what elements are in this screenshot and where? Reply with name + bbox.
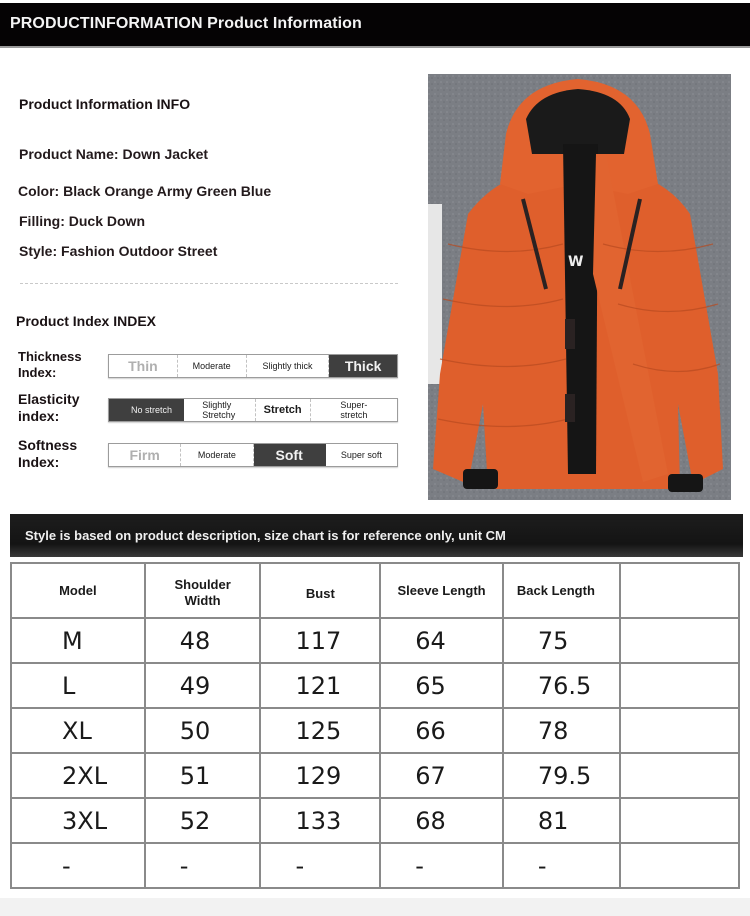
scale-option-no-stretch-selected: No stretch bbox=[109, 399, 184, 421]
cell-back: 75 bbox=[503, 618, 620, 663]
cell-empty bbox=[620, 798, 739, 843]
cell-empty bbox=[620, 618, 739, 663]
scale-option-super-stretch: Super-stretch bbox=[340, 400, 368, 420]
dashed-divider bbox=[20, 283, 398, 284]
scale-option-firm: Firm bbox=[109, 444, 181, 466]
cell-empty bbox=[620, 663, 739, 708]
size-chart-table bbox=[10, 562, 740, 889]
cell-shoulder: 50 bbox=[145, 708, 261, 753]
table-row bbox=[11, 663, 739, 708]
cell-sleeve: 64 bbox=[380, 618, 503, 663]
footer-band bbox=[0, 898, 750, 916]
table-header-row bbox=[11, 563, 739, 618]
cell-model: XL bbox=[11, 708, 145, 753]
cell-model: L bbox=[11, 663, 145, 708]
scale-option-moderate: Moderate bbox=[181, 444, 253, 466]
table-row bbox=[11, 753, 739, 798]
size-chart-banner bbox=[10, 514, 743, 557]
scale-option-slightly-thick: Slightly thick bbox=[247, 355, 330, 377]
cell-sleeve: 65 bbox=[380, 663, 503, 708]
cell-empty bbox=[620, 843, 739, 888]
cell-bust: 133 bbox=[260, 798, 380, 843]
banner-title: PRODUCTINFORMATION Product Information bbox=[10, 15, 362, 32]
cell-shoulder: 51 bbox=[145, 753, 261, 798]
table-row bbox=[11, 618, 739, 663]
cell-back: 79.5 bbox=[503, 753, 620, 798]
scale-option-soft-selected: Soft bbox=[254, 444, 326, 466]
scale-option-thick-selected: Thick bbox=[329, 355, 397, 377]
cell-back: 76.5 bbox=[503, 663, 620, 708]
softness-index-row bbox=[18, 437, 403, 473]
cell-sleeve: - bbox=[380, 843, 503, 888]
cell-bust: 125 bbox=[260, 708, 380, 753]
cell-shoulder: - bbox=[145, 843, 261, 888]
product-color: Color: Black Orange Army Green Blue bbox=[18, 183, 272, 199]
cell-back: - bbox=[503, 843, 620, 888]
cell-model: 2XL bbox=[11, 753, 145, 798]
cell-sleeve: 66 bbox=[380, 708, 503, 753]
cell-bust: 117 bbox=[260, 618, 380, 663]
info-heading: Product Information INFO bbox=[19, 96, 191, 112]
size-chart-note: Style is based on product description, size chart is for reference only, unit CM bbox=[25, 528, 506, 543]
softness-label: Softness Index: bbox=[18, 437, 78, 470]
table-row bbox=[11, 798, 739, 843]
elasticity-scale bbox=[108, 398, 398, 422]
header-bust: Bust bbox=[260, 563, 380, 618]
cell-shoulder: 48 bbox=[145, 618, 261, 663]
svg-text:W: W bbox=[568, 254, 584, 270]
header-sleeve-length: Sleeve Length bbox=[380, 563, 503, 618]
thickness-label: Thickness Index: bbox=[18, 349, 82, 380]
header-shoulder-width: Shoulder Width bbox=[145, 563, 261, 618]
cell-shoulder: 52 bbox=[145, 798, 261, 843]
cell-sleeve: 68 bbox=[380, 798, 503, 843]
softness-scale bbox=[108, 443, 398, 467]
cell-bust: 121 bbox=[260, 663, 380, 708]
cell-shoulder: 49 bbox=[145, 663, 261, 708]
elasticity-index-row bbox=[18, 391, 403, 427]
elasticity-label: Elasticity index: bbox=[18, 391, 80, 424]
cell-bust: 129 bbox=[260, 753, 380, 798]
scale-option-thin: Thin bbox=[109, 355, 178, 377]
thickness-index-row bbox=[18, 349, 403, 385]
product-style: Style: Fashion Outdoor Street bbox=[19, 243, 218, 259]
cell-empty bbox=[620, 708, 739, 753]
cell-empty bbox=[620, 753, 739, 798]
scale-option-super-soft: Super soft bbox=[340, 450, 382, 460]
product-photo bbox=[428, 74, 731, 500]
scale-option-moderate: Moderate bbox=[178, 355, 247, 377]
cell-model: 3XL bbox=[11, 798, 145, 843]
top-banner bbox=[0, 3, 750, 48]
scale-option-stretch: Stretch bbox=[256, 399, 311, 421]
header-model: Model bbox=[11, 563, 145, 618]
thickness-scale bbox=[108, 354, 398, 378]
cell-back: 78 bbox=[503, 708, 620, 753]
table-row bbox=[11, 843, 739, 888]
header-empty bbox=[620, 563, 739, 618]
cell-model: - bbox=[11, 843, 145, 888]
index-heading: Product Index INDEX bbox=[16, 313, 157, 329]
scale-option-slightly-stretchy: Slightly Stretchy bbox=[184, 399, 255, 421]
down-jacket-image bbox=[428, 74, 731, 500]
cell-sleeve: 67 bbox=[380, 753, 503, 798]
cell-model: M bbox=[11, 618, 145, 663]
table-row bbox=[11, 708, 739, 753]
cell-bust: - bbox=[260, 843, 380, 888]
product-name: Product Name: Down Jacket bbox=[19, 146, 209, 162]
cell-back: 81 bbox=[503, 798, 620, 843]
product-filling: Filling: Duck Down bbox=[19, 213, 145, 229]
header-back-length: Back Length bbox=[503, 563, 620, 618]
